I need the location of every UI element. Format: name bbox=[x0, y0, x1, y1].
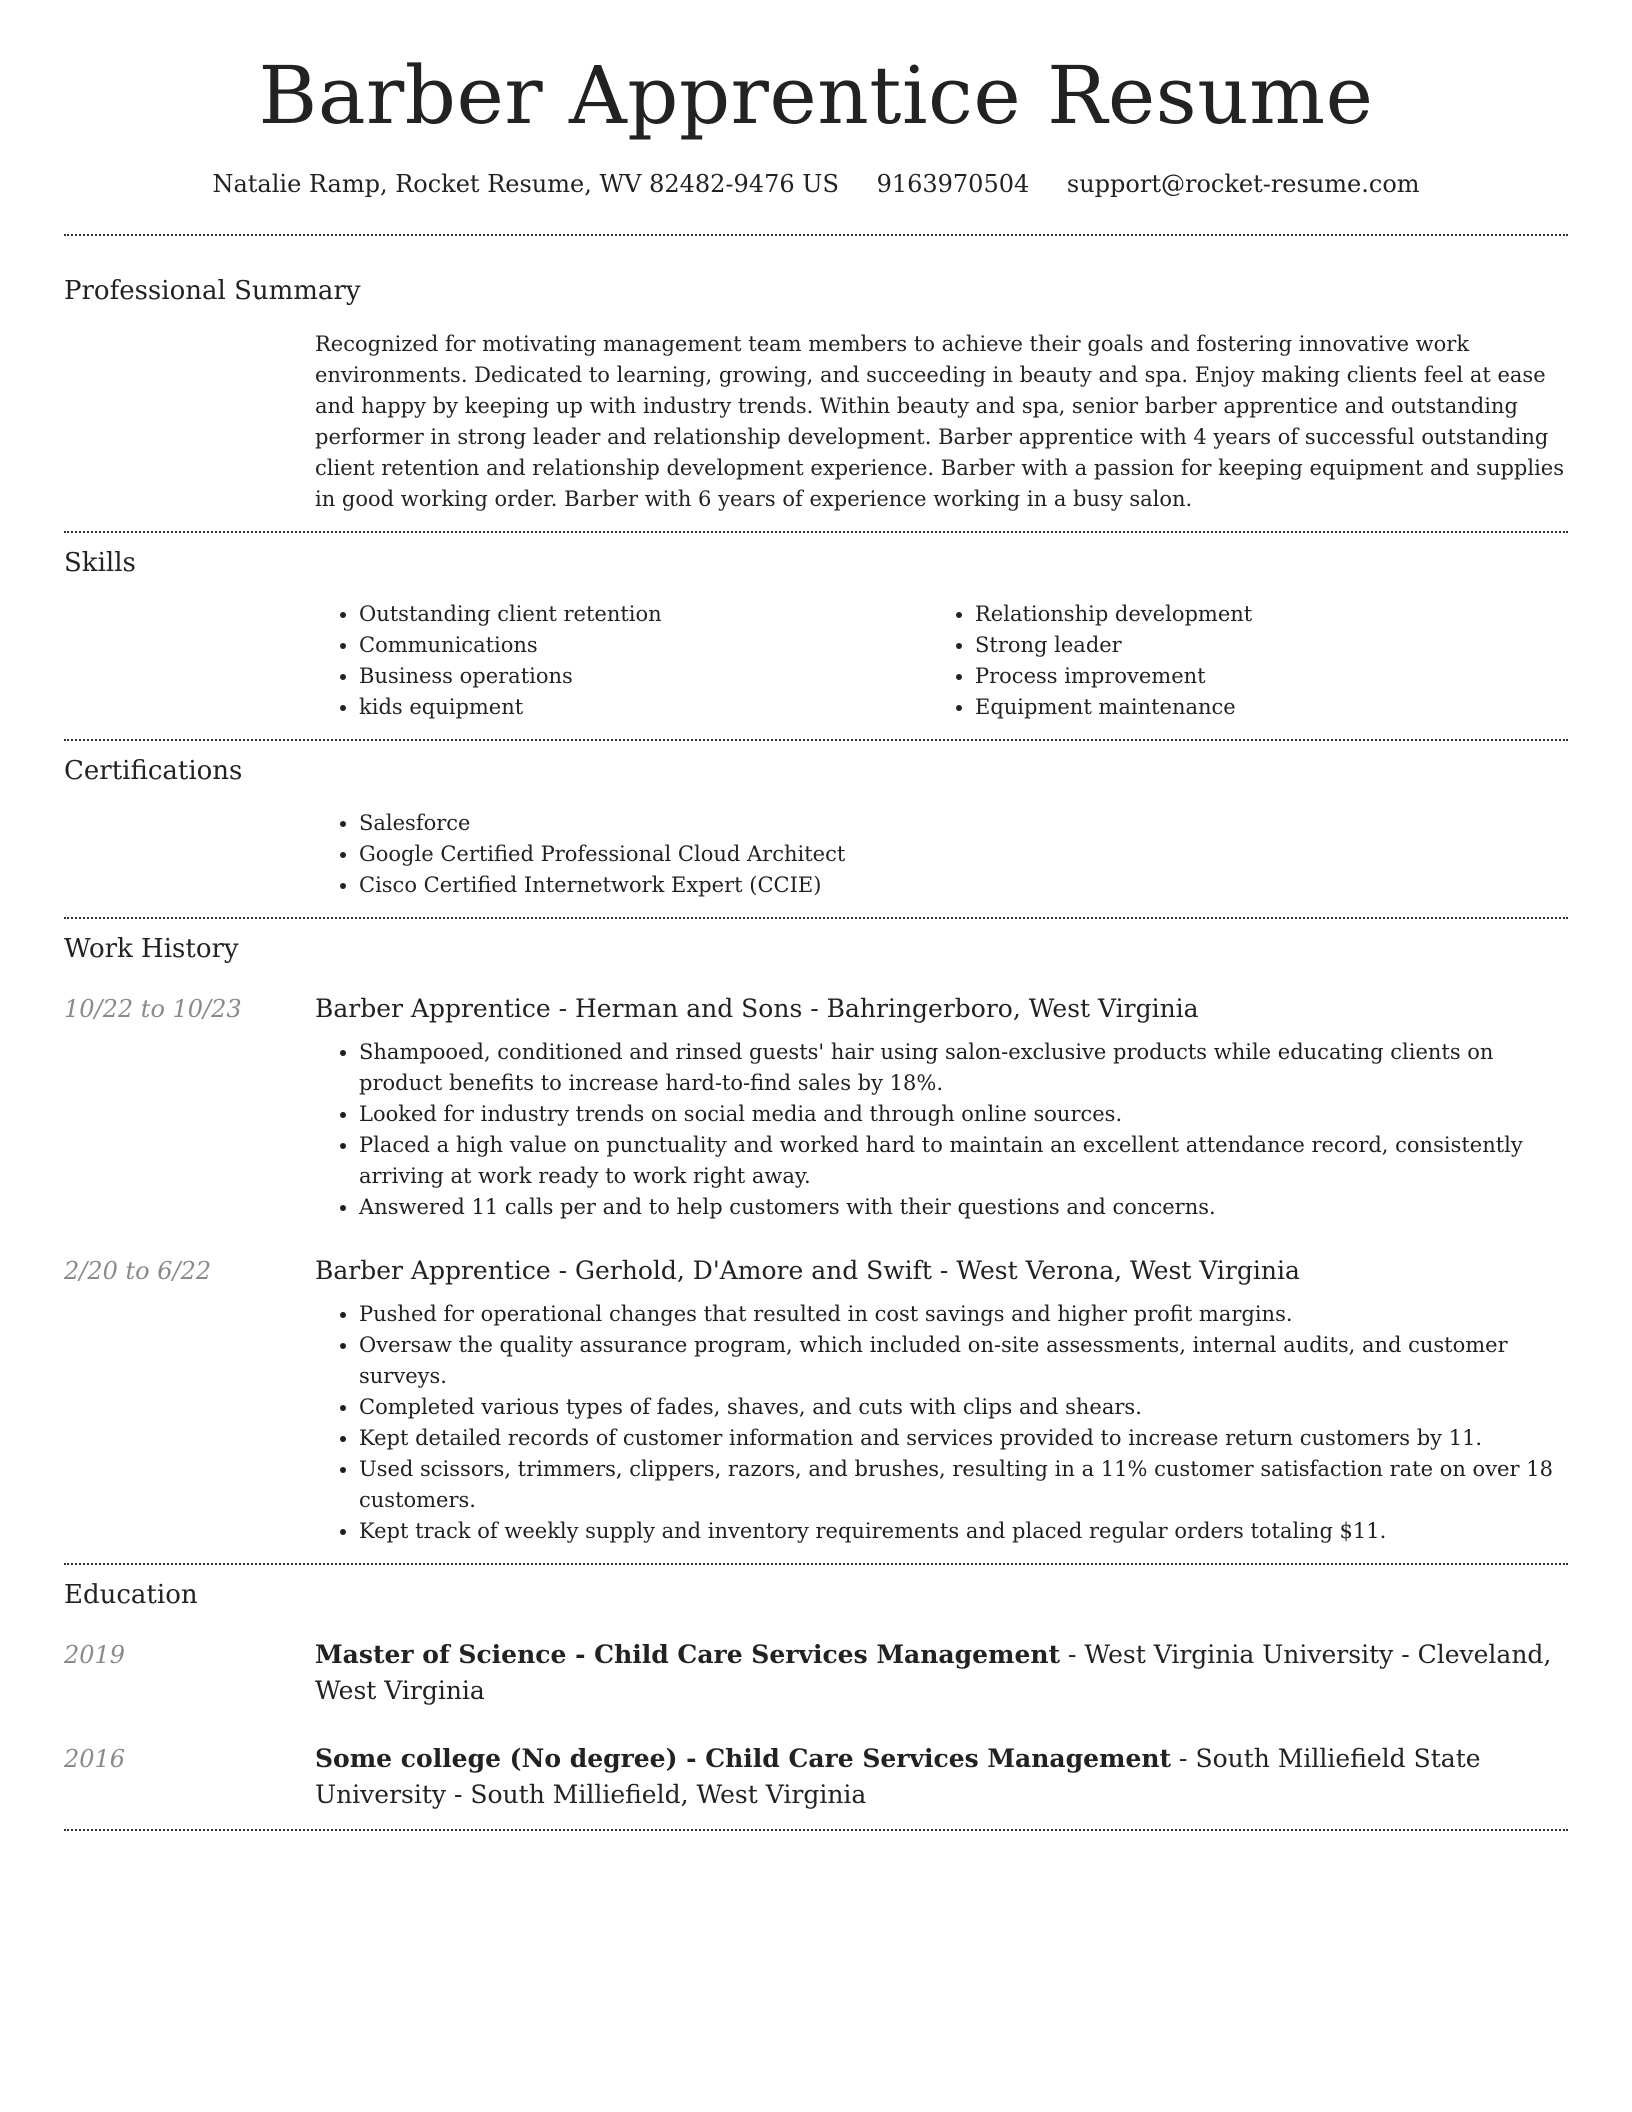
contact-address: Natalie Ramp, Rocket Resume, WV 82482-9476 US bbox=[212, 170, 839, 198]
education-entry bbox=[64, 1637, 1568, 1709]
skills-heading: Skills bbox=[64, 548, 136, 579]
certification-item: • Salesforce bbox=[359, 808, 1568, 839]
job-dates: 10/22 to 10/23 bbox=[64, 994, 242, 1023]
job-heading: Barber Apprentice - Herman and Sons - Bahringerboro, West Virginia bbox=[315, 993, 1199, 1023]
job-bullets bbox=[315, 1299, 1568, 1547]
contact-phone: 9163970504 bbox=[876, 170, 1030, 198]
education-school: - South Milliefield State University - South Milliefield, West Virginia bbox=[315, 1743, 1481, 1809]
job-entry bbox=[64, 1253, 1568, 1547]
job-bullet: • Oversaw the quality assurance program, which included on-site assessments, internal audits, and customer surveys. bbox=[359, 1330, 1568, 1392]
contact-email: support@rocket-resume.com bbox=[1066, 170, 1420, 198]
certifications-section bbox=[64, 741, 1568, 916]
education-degree: Master of Science - Child Care Services Management bbox=[315, 1639, 1061, 1669]
skill-item: • Strong leader bbox=[975, 630, 1568, 661]
education-heading: Education bbox=[64, 1579, 198, 1610]
certifications-heading: Certifications bbox=[64, 756, 243, 787]
skills-section bbox=[64, 533, 1568, 739]
job-heading: Barber Apprentice - Gerhold, D'Amore and Swift - West Verona, West Virginia bbox=[315, 1255, 1300, 1285]
skill-item: • kids equipment bbox=[359, 692, 931, 723]
contact-line bbox=[64, 170, 1568, 198]
job-bullet: • Answered 11 calls per and to help customers with their questions and concerns. bbox=[359, 1192, 1568, 1223]
summary-text: Recognized for motivating management team members to achieve their goals and fostering innovative work environments. Dedicated to learning, growing, and succeeding in beauty and spa. Enjoy making clients feel at ease and happy by keeping up with industry trends. Within beauty and spa, senior barber apprentice and outstanding performer in strong leader and relationship development. Barber apprentice with 4 years of successful outstanding client retention and relationship development experience. Barber with a passion for keeping equipment and supplies in good working order. Barber with 6 years of experience working in a busy salon. bbox=[315, 332, 1564, 512]
job-bullets bbox=[315, 1037, 1568, 1223]
education-school: - West Virginia University - Cleveland, West Virginia bbox=[315, 1639, 1552, 1705]
job-bullet: • Pushed for operational changes that resulted in cost savings and higher profit margins. bbox=[359, 1299, 1568, 1330]
skill-item: • Outstanding client retention bbox=[359, 599, 931, 630]
skill-item: • Communications bbox=[359, 630, 931, 661]
job-bullet: • Used scissors, trimmers, clippers, razors, and brushes, resulting in a 11% customer satisfaction rate on over 18 customers. bbox=[359, 1454, 1568, 1516]
certifications-list bbox=[315, 808, 1568, 901]
job-bullet: • Kept track of weekly supply and inventory requirements and placed regular orders totaling $11. bbox=[359, 1516, 1568, 1547]
job-bullet: • Shampooed, conditioned and rinsed guests' hair using salon-exclusive products while educating clients on product benefits to increase hard-to-find sales by 18%. bbox=[359, 1037, 1568, 1099]
job-bullet: • Completed various types of fades, shaves, and cuts with clips and shears. bbox=[359, 1392, 1568, 1423]
certification-item: • Cisco Certified Internetwork Expert (CCIE) bbox=[359, 870, 1568, 901]
resume-title: Barber Apprentice Resume bbox=[258, 49, 1374, 142]
skills-list-right bbox=[931, 599, 1568, 723]
education-degree: Some college (No degree) - Child Care Services Management bbox=[315, 1743, 1172, 1773]
summary-heading: Professional Summary bbox=[64, 276, 361, 306]
education-heading-text bbox=[315, 1637, 1568, 1709]
skill-item: • Relationship development bbox=[975, 599, 1568, 630]
job-entry bbox=[64, 991, 1568, 1223]
skill-item: • Business operations bbox=[359, 661, 931, 692]
education-section bbox=[64, 1565, 1568, 1829]
certification-item: • Google Certified Professional Cloud Architect bbox=[359, 839, 1568, 870]
education-year: 2019 bbox=[64, 1640, 126, 1669]
summary-section bbox=[64, 236, 1568, 531]
work-history-heading: Work History bbox=[64, 933, 239, 964]
job-bullet: • Kept detailed records of customer information and services provided to increase return customers by 11. bbox=[359, 1423, 1568, 1454]
job-bullet: • Looked for industry trends on social media and through online sources. bbox=[359, 1099, 1568, 1130]
education-year: 2016 bbox=[64, 1744, 126, 1773]
work-history-section bbox=[64, 919, 1568, 1563]
skill-item: • Equipment maintenance bbox=[975, 692, 1568, 723]
job-dates: 2/20 to 6/22 bbox=[64, 1256, 212, 1285]
skill-item: • Process improvement bbox=[975, 661, 1568, 692]
education-entry bbox=[64, 1741, 1568, 1813]
education-heading-text bbox=[315, 1741, 1568, 1813]
skills-list-left bbox=[315, 599, 931, 723]
divider bbox=[64, 1829, 1568, 1831]
job-bullet: • Placed a high value on punctuality and worked hard to maintain an excellent attendance record, consistently arriving at work ready to work right away. bbox=[359, 1130, 1568, 1192]
